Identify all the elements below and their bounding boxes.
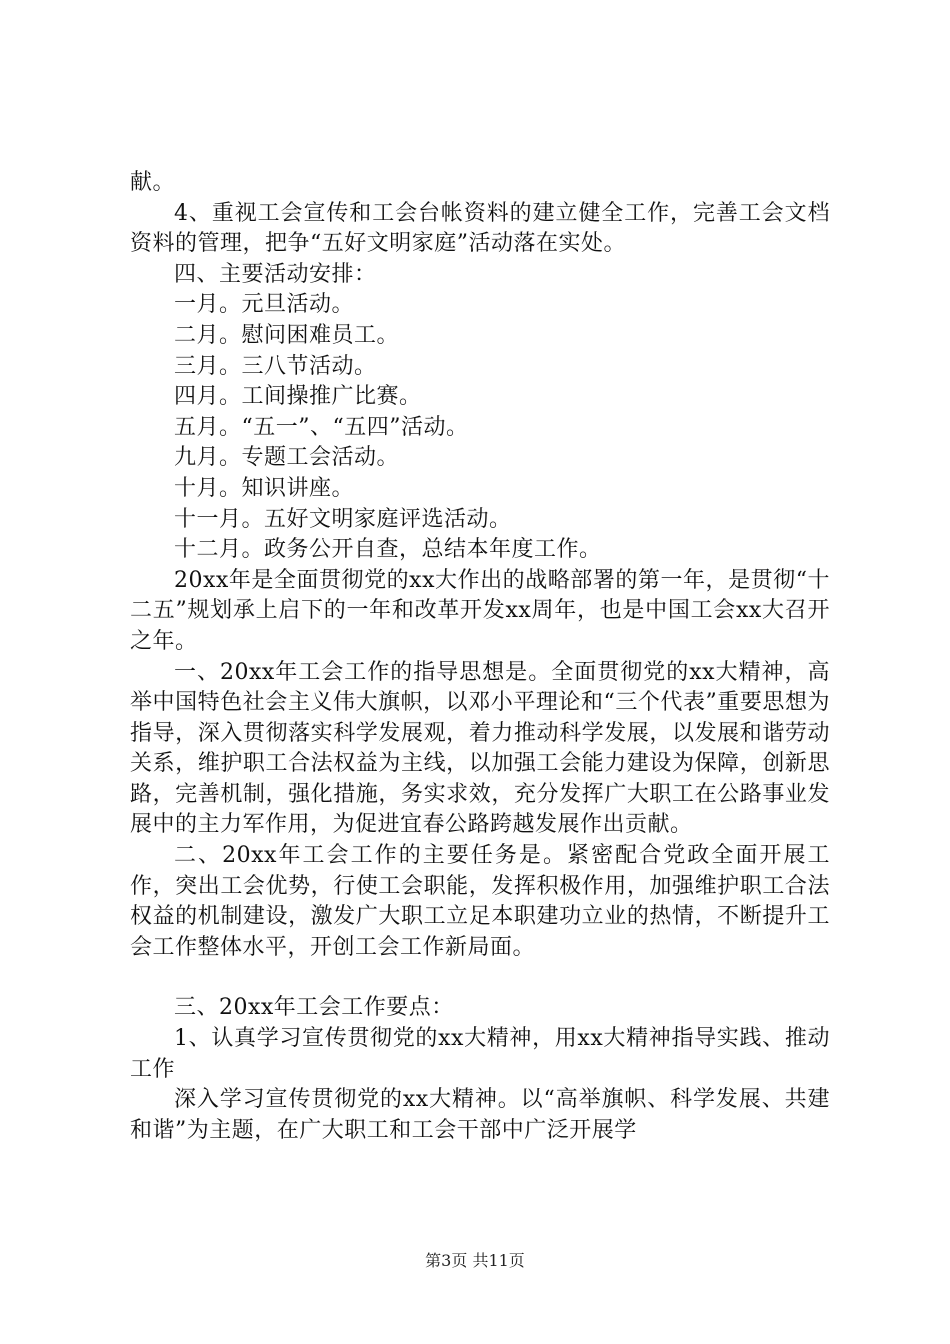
list-item: 十月。知识讲座。 [174,475,355,501]
page-number: 第3页 共11页 [425,1251,525,1270]
list-item: 二月。慰问困难员工。 [174,322,400,348]
list-item: 四月。工间操推广比赛。 [174,384,422,410]
list-item: 一月。元旦活动。 [174,292,355,318]
paragraph: 20xx年是全面贯彻党的xx大作出的战略部署的第一年，是贯彻“十二五”规划承上启下的一年和改革开发xx周年，也是中国工会xx大召开之年。 [130,567,830,654]
section-heading: 四、主要活动安排： [174,261,377,287]
section-heading: 三、20xx年工会工作要点： [174,995,454,1021]
paragraph-gap [130,963,830,993]
paragraph: 深入学习宣传贯彻党的xx大精神。以“高举旗帜、科学发展、共建和谐”为主题，在广大职工和工会干部中广泛开展学 [130,1087,830,1143]
list-item: 九月。专题工会活动。 [174,445,400,471]
paragraph: 二、20xx年工会工作的主要任务是。紧密配合党政全面开展工作，突出工会优势，行使工会职能，发挥积极作用，加强维护职工合法权益的机制建设，激发广大职工立足本职建功立业的热情，不断提升工会工作整体水平，开创工会工作新局面。 [130,843,830,960]
paragraph: 一、20xx年工会工作的指导思想是。全面贯彻党的xx大精神，高举中国特色社会主义伟大旗帜，以邓小平理论和“三个代表”重要思想为指导，深入贯彻落实科学发展观，着力推动科学发展，以发展和谐劳动关系，维护职工合法权益为主线，以加强工会能力建设为保障，创新思路，完善机制，强化措施，务实求效，充分发挥广大职工在公路事业发展中的主力军作用，为促进宜春公路跨越发展作出贡献。 [130,659,830,838]
list-item: 十二月。政务公开自查，总结本年度工作。 [174,537,602,563]
paragraph: 4、重视工会宣传和工会台帐资料的建立健全工作，完善工会文档资料的管理，把争“五好文明家庭”活动落在实处。 [130,200,830,257]
document-body [130,168,830,1146]
list-item: 五月。“五一”、“五四”活动。 [174,414,469,440]
paragraph: 1、认真学习宣传贯彻党的xx大精神，用xx大精神指导实践、推动工作 [130,1026,830,1082]
list-item: 十一月。五好文明家庭评选活动。 [174,506,512,532]
list-item: 三月。三八节活动。 [174,353,377,379]
paragraph: 献。 [130,170,176,195]
